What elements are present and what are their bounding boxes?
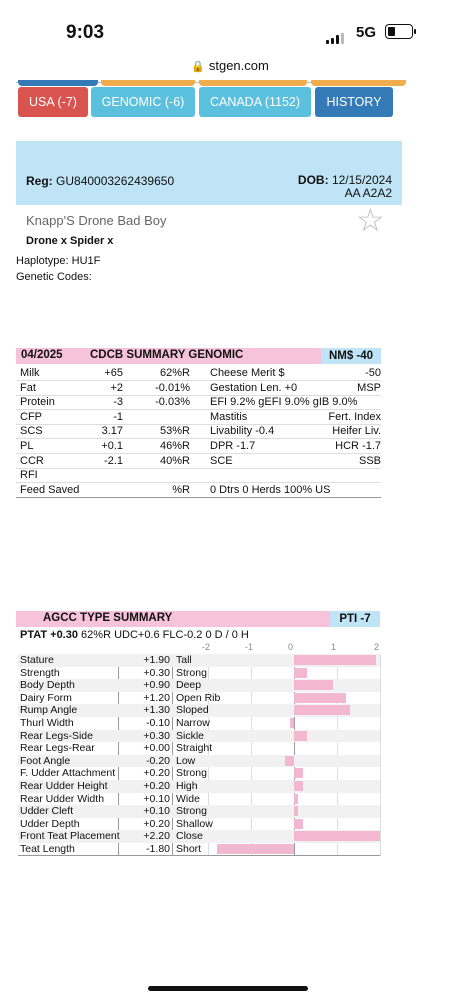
trait-value: +1.90 <box>143 654 170 666</box>
trait-bar-zone <box>208 679 380 692</box>
lock-icon: 🔒 <box>191 61 205 73</box>
animal-name: Knapp'S Drone Bad Boy <box>26 213 167 228</box>
trait-value: +0.10 <box>143 792 170 805</box>
trait-value: +0.20 <box>143 767 170 780</box>
trait-row <box>18 704 380 717</box>
trait-value: +0.30 <box>143 666 170 679</box>
trait-label: Deep <box>176 679 202 692</box>
trait-name: Stature <box>20 654 54 666</box>
trait-label: Low <box>176 754 196 767</box>
signal-icon <box>326 26 346 44</box>
trait-bar-zone <box>208 767 380 780</box>
summary-cell: 62%R <box>160 367 190 379</box>
divider <box>16 497 381 498</box>
trait-value: +0.90 <box>143 679 170 692</box>
summary-date: 04/2025 <box>21 349 63 361</box>
summary-row <box>16 439 381 454</box>
trait-bar-zone <box>208 780 380 793</box>
tab-history[interactable]: HISTORY <box>315 87 393 117</box>
trait-bar-zone <box>208 755 380 768</box>
summary-cell: -1 <box>113 410 123 423</box>
summary-cell: 3.17 <box>101 425 123 438</box>
pedigree: Drone x Spider x <box>26 235 114 247</box>
tab-stub <box>18 80 98 86</box>
tab-usa[interactable]: USA (-7) <box>18 87 88 117</box>
summary-cell: +0.1 <box>101 440 123 452</box>
trait-value: -1.80 <box>146 843 170 855</box>
summary-cell: Mastitis <box>210 410 248 423</box>
trait-name: Strength <box>20 666 60 679</box>
trait-value: +1.20 <box>143 691 170 704</box>
summary-cell: Fat <box>20 381 36 394</box>
trait-label: Strong <box>176 666 207 679</box>
trait-bar <box>294 680 333 690</box>
trait-bar <box>294 819 303 829</box>
axis-tick-label: 1 <box>331 642 337 652</box>
trait-row <box>18 742 380 755</box>
trait-row <box>18 667 380 680</box>
summary-header <box>16 348 381 364</box>
trait-label: Strong <box>176 767 207 780</box>
url-bar[interactable] <box>0 58 460 73</box>
ptat-details: 62%R UDC+0.6 FLC-0.2 0 D / 0 H <box>81 629 249 641</box>
trait-value: +1.30 <box>143 704 170 717</box>
summary-cell: EFI 9.2% gEFI 9.0% gIB 9.0% <box>210 396 358 409</box>
summary-cell: -2.1 <box>104 454 123 467</box>
trait-name: Udder Depth <box>20 817 80 830</box>
trait-name: Rear Legs-Rear <box>20 742 95 755</box>
trait-name: Thurl Width <box>20 717 74 729</box>
trait-bar-zone <box>208 704 380 717</box>
axis-tick-label: -1 <box>245 642 254 652</box>
trait-name: Front Teat Placement <box>20 830 120 843</box>
trait-row <box>18 717 380 730</box>
network-label: 5G <box>356 24 377 41</box>
trait-bar <box>290 718 294 728</box>
trait-bar <box>294 806 298 816</box>
axis-tick-label: 2 <box>374 642 380 652</box>
trait-row <box>18 730 380 743</box>
summary-cell: CCR <box>20 454 44 467</box>
trait-row <box>18 654 380 667</box>
trait-label: Narrow <box>176 717 210 729</box>
ptat-value: PTAT +0.30 <box>20 629 78 641</box>
trait-name: Rump Angle <box>20 704 78 717</box>
summary-row <box>16 424 381 439</box>
summary-cell: DPR -1.7 <box>210 440 256 452</box>
trait-label: Short <box>176 843 202 855</box>
summary-cell: RFI <box>20 469 38 482</box>
trait-row <box>18 843 380 856</box>
trait-name: F. Udder Attachment <box>20 767 116 780</box>
divider <box>18 855 380 856</box>
favorite-star-icon[interactable]: ☆ <box>356 202 385 238</box>
summary-cell: -0.01% <box>155 381 190 394</box>
registration-box <box>16 141 402 205</box>
trait-bar-zone <box>208 730 380 743</box>
axis-tick-label: 0 <box>288 642 294 652</box>
summary-cell: -50 <box>365 367 381 379</box>
trait-value: +0.20 <box>143 780 170 792</box>
tab-stub <box>101 80 195 86</box>
summary-cell: PL <box>20 440 34 452</box>
trait-label: Tall <box>176 654 192 666</box>
trait-name: Rear Udder Height <box>20 780 108 792</box>
trait-name: Dairy Form <box>20 691 72 704</box>
summary-cell: SCE <box>210 454 233 467</box>
summary-cell: Fert. Index <box>328 410 381 423</box>
trait-label: Shallow <box>176 817 213 830</box>
trait-name: Foot Angle <box>20 754 71 767</box>
net-merit: NM$ -40 <box>321 348 381 364</box>
trait-label: Open Rib <box>176 691 221 704</box>
trait-row <box>18 780 380 793</box>
status-time: 9:03 <box>66 22 105 43</box>
trait-label: Straight <box>176 742 213 755</box>
genetic-codes: Genetic Codes: <box>16 271 92 283</box>
summary-cell: HCR -1.7 <box>335 440 381 452</box>
summary-cell: -3 <box>113 396 123 409</box>
trait-bar-zone <box>208 843 380 856</box>
trait-bar <box>294 781 303 791</box>
summary-cell: Feed Saved <box>20 483 80 496</box>
trait-label: Wide <box>176 792 200 805</box>
summary-cell: +2 <box>110 381 123 394</box>
summary-row <box>16 410 381 425</box>
summary-cell: CFP <box>20 410 42 423</box>
trait-label: Close <box>176 830 203 843</box>
summary-row <box>16 366 381 381</box>
trait-row <box>18 679 380 692</box>
reg-number <box>26 174 174 188</box>
summary-cell: Cheese Merit $ <box>210 367 285 379</box>
summary-cell: +65 <box>104 367 123 379</box>
trait-label: Sickle <box>176 729 205 742</box>
trait-label: Strong <box>176 805 207 818</box>
summary-cell: Protein <box>20 396 55 409</box>
trait-bar <box>294 768 303 778</box>
trait-value: -0.20 <box>146 754 170 767</box>
trait-bar <box>294 731 307 741</box>
trait-bar <box>294 655 376 665</box>
genetic-codes-value: AA A2A2 <box>344 186 392 200</box>
home-indicator <box>148 986 308 991</box>
trait-row <box>18 805 380 818</box>
trait-label: Sloped <box>176 704 209 717</box>
trait-bar-zone <box>208 717 380 730</box>
tab-stub <box>311 80 406 86</box>
haplotype: Haplotype: HU1F <box>16 255 101 267</box>
trait-bar-zone <box>208 830 380 843</box>
summary-cell: 40%R <box>160 454 190 467</box>
reg-value: GU840003262439650 <box>56 174 175 188</box>
trait-row <box>18 755 380 768</box>
url-text: stgen.com <box>208 58 269 73</box>
trait-bar-zone <box>208 818 380 831</box>
trait-bar-zone <box>208 805 380 818</box>
trait-bar-zone <box>208 654 380 667</box>
trait-bar <box>294 794 298 804</box>
battery-icon <box>385 24 413 39</box>
trait-label: High <box>176 780 198 792</box>
summary-row <box>16 483 381 498</box>
summary-cell: %R <box>172 483 190 496</box>
trait-name: Teat Length <box>20 843 75 855</box>
trait-bar <box>294 705 350 715</box>
trait-name: Udder Cleft <box>20 805 74 818</box>
axis-tick-label: -2 <box>202 642 211 652</box>
trait-name: Rear Legs-Side <box>20 729 93 742</box>
trait-bar-zone <box>208 667 380 680</box>
trait-bar-zone <box>208 793 380 806</box>
summary-cell: 53%R <box>160 425 190 438</box>
trait-row <box>18 830 380 843</box>
trait-bar <box>294 831 380 841</box>
summary-title: CDCB SUMMARY GENOMIC <box>90 349 244 361</box>
type-title: AGCC TYPE SUMMARY <box>43 612 173 624</box>
trait-value: +0.00 <box>143 742 170 755</box>
pti-value: PTI -7 <box>330 611 380 627</box>
status-bar <box>0 0 460 56</box>
summary-cell: SSB <box>358 454 381 467</box>
summary-row <box>16 381 381 396</box>
summary-cell: -0.03% <box>155 396 190 409</box>
ptat-line <box>20 629 249 641</box>
trait-bar-zone <box>208 742 380 755</box>
trait-row <box>18 692 380 705</box>
summary-row <box>16 395 381 410</box>
tab-genomic[interactable]: GENOMIC (-6) <box>91 87 195 117</box>
type-header <box>16 611 380 627</box>
trait-row <box>18 793 380 806</box>
reg-label: Reg: <box>26 174 53 188</box>
trait-bar <box>217 844 294 854</box>
summary-cell: SCS <box>20 425 43 438</box>
trait-row <box>18 767 380 780</box>
summary-cell: Gestation Len. +0 <box>210 381 298 394</box>
trait-bar-zone <box>208 692 380 705</box>
summary-cell: Heifer Liv. <box>332 425 381 438</box>
trait-value: +0.30 <box>143 729 170 742</box>
summary-cell: 0 Dtrs 0 Herds 100% US <box>210 483 331 496</box>
trait-name: Rear Udder Width <box>20 792 105 805</box>
trait-name: Body Depth <box>20 679 75 692</box>
summary-cell: Livability -0.4 <box>210 425 275 438</box>
trait-value: +0.20 <box>143 817 170 830</box>
trait-row <box>18 818 380 831</box>
trait-bar <box>294 693 346 703</box>
trait-value: -0.10 <box>146 717 170 729</box>
trait-value: +2.20 <box>143 830 170 843</box>
dob-label: DOB: <box>297 173 329 187</box>
trait-bar <box>285 756 294 766</box>
dob-value: 12/15/2024 <box>331 173 392 187</box>
tab-stub <box>199 80 307 86</box>
summary-cell: MSP <box>357 381 381 394</box>
grid-line <box>380 654 381 856</box>
trait-value: +0.10 <box>143 805 170 818</box>
summary-row <box>16 454 381 469</box>
summary-row <box>16 468 381 483</box>
tab-canada[interactable]: CANADA (1152) <box>199 87 311 117</box>
summary-cell: Milk <box>20 367 40 379</box>
summary-cell: 46%R <box>160 440 190 452</box>
trait-bar <box>294 668 307 678</box>
dob <box>298 174 392 200</box>
